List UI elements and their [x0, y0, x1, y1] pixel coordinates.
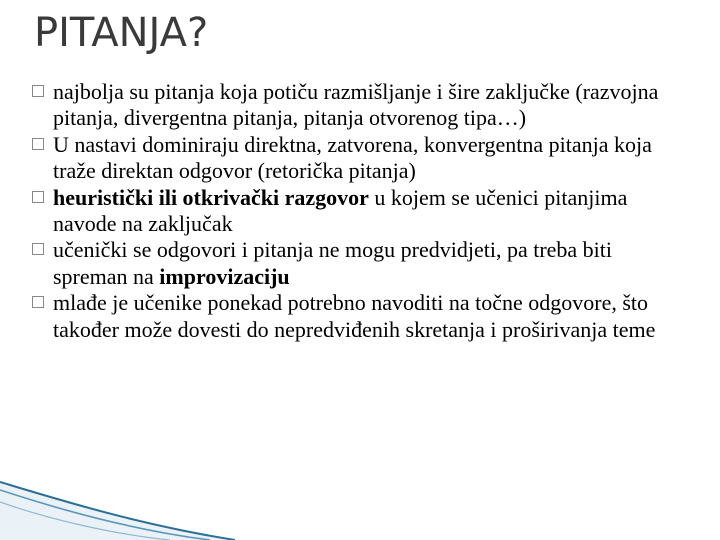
- bullet-text: mlađe je učenike ponekad potrebno navoditi na točne odgovore, što također može dovesti do nepredviđenih skretanja i proširivanja teme: [53, 290, 656, 342]
- square-bullet-icon: [32, 243, 44, 255]
- bullet-list: [32, 79, 682, 343]
- square-bullet-icon: [32, 191, 44, 203]
- square-bullet-icon: [32, 85, 44, 97]
- bullet-emphasis: improvizaciju: [159, 263, 290, 289]
- bullet-text: učenički se odgovori i pitanja ne mogu predvidjeti, pa treba biti spreman na: [53, 237, 613, 289]
- bullet-emphasis: heuristički ili otkrivački razgovor: [53, 184, 369, 210]
- bullet-item: [32, 79, 682, 132]
- bullet-item: [32, 237, 682, 290]
- square-bullet-icon: [32, 138, 44, 150]
- bullet-item: [32, 185, 682, 238]
- bullet-text: u kojem se učenici pitanjima navode na zaključak: [53, 184, 628, 237]
- bullet-item: [32, 290, 682, 343]
- corner-swoosh-decoration: [0, 430, 240, 540]
- square-bullet-icon: [32, 296, 44, 308]
- bullet-text: U nastavi dominiraju direktna, zatvorena, konvergentna pitanja koja traže direktan odgovor (retorička pitanja): [53, 131, 652, 184]
- page-title: PITANJA?: [34, 10, 209, 56]
- bullet-item: [32, 132, 682, 185]
- bullet-text: najbolja su pitanja koja potiču razmišljanje i šire zaključke (razvojna pitanja, divergentna pitanja, pitanja otvorenog tipa…): [53, 79, 659, 131]
